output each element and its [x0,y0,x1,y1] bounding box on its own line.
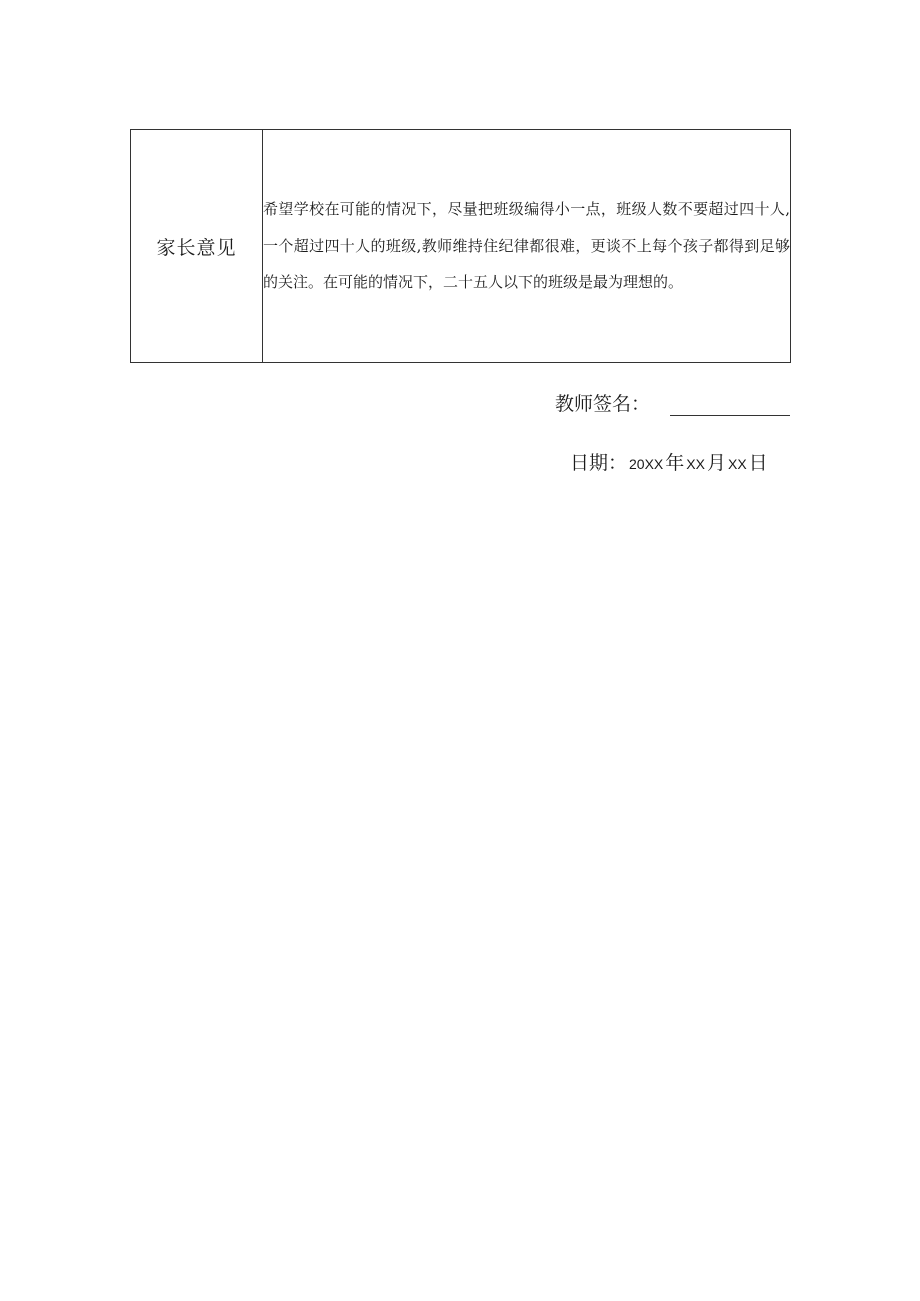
content-cell [263,130,791,363]
parent-opinion-label: 家长意见 [156,236,237,259]
date-month-value: XX [686,456,705,472]
date-year-unit: 年 [665,452,685,474]
label-cell [131,130,263,363]
teacher-signature-label: 教师签名： [555,392,651,415]
date-month-unit: 月 [706,452,726,474]
date-row [570,448,791,475]
parent-opinion-table [130,129,791,363]
date-year-value: 20XX [629,456,664,472]
signature-line [670,395,790,416]
parent-opinion-text: 希望学校在可能的情况下，尽量把班级编得小一点，班级人数不要超过四十人,一个超过四十人的班级,教师维持住纪律都很难，更谈不上每个孩子都得到足够的关注。在可能的情况下，二十五人以下的班级是最为理想的。 [263,200,790,292]
teacher-signature-row [555,386,791,418]
date-day-value: XX [727,456,747,472]
date-day-unit: 日 [748,452,768,474]
date-label: 日期： [570,452,628,474]
